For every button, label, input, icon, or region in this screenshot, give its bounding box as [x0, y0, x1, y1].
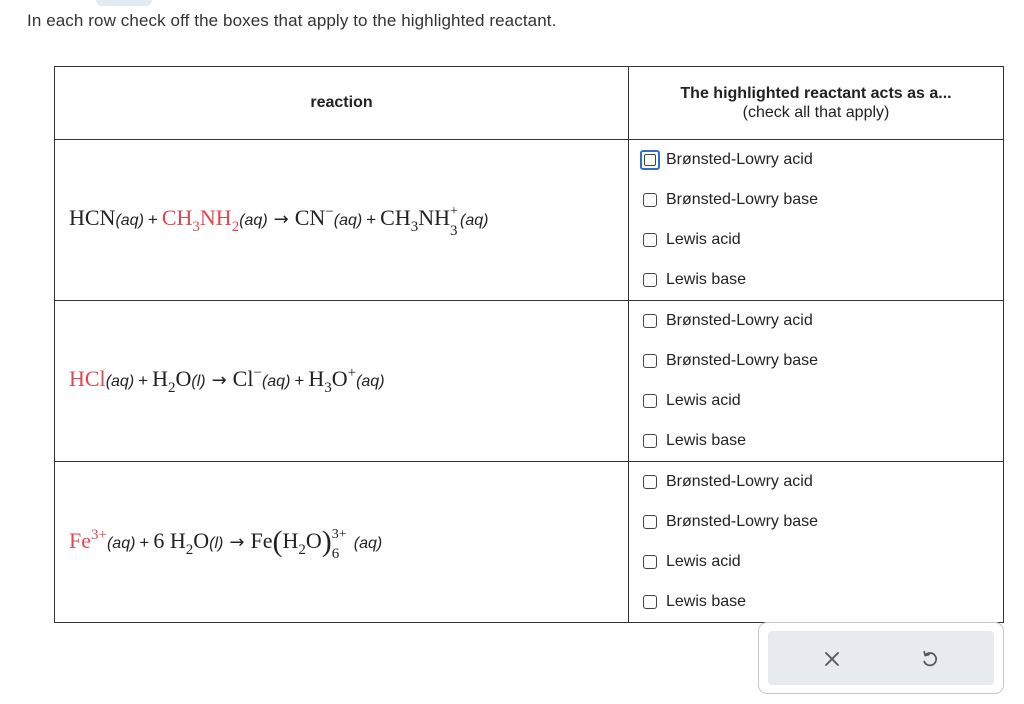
option-lewis-acid-row2[interactable] [629, 381, 1003, 421]
option-label: Lewis base [666, 271, 747, 288]
option-lewis-base-row3[interactable] [629, 582, 1003, 622]
checkbox-lewis-acid-row2[interactable] [643, 394, 657, 408]
checkbox-bl-base-row3[interactable] [643, 515, 657, 529]
reaction-cell-1 [55, 140, 629, 301]
reaction-cell-2 [55, 301, 629, 462]
option-bl-base-row2[interactable] [629, 341, 1003, 381]
option-label: Brønsted-Lowry acid [666, 312, 813, 329]
checkbox-bl-base-row2[interactable] [643, 354, 657, 368]
option-label: Lewis acid [666, 392, 741, 409]
highlighted-reactant-1: $CH_3NH_2$ [161, 205, 240, 235]
highlighted-reactant-2: HCl [69, 366, 106, 391]
close-icon [824, 651, 840, 667]
table-row [55, 462, 1004, 623]
header-reaction: reaction [55, 67, 629, 140]
option-bl-base-row3[interactable] [629, 502, 1003, 542]
options-cell-3 [629, 462, 1004, 623]
checkbox-lewis-base-row1[interactable] [643, 273, 657, 287]
option-bl-acid-row3[interactable] [629, 462, 1003, 502]
option-bl-base-row1[interactable] [629, 180, 1003, 220]
header-check-sub: (check all that apply) [742, 103, 890, 121]
top-tab-hint [96, 0, 152, 6]
clear-button[interactable] [818, 645, 846, 673]
checkbox-bl-base-row1[interactable] [643, 193, 657, 207]
undo-button[interactable] [916, 645, 944, 673]
option-lewis-base-row2[interactable] [629, 421, 1003, 461]
option-label: Brønsted-Lowry base [666, 352, 819, 369]
option-lewis-base-row1[interactable] [629, 260, 1003, 300]
header-check [629, 67, 1004, 140]
option-label: Brønsted-Lowry base [666, 191, 819, 208]
option-bl-acid-row2[interactable] [629, 301, 1003, 341]
undo-icon [920, 649, 940, 669]
reaction-cell-3 [55, 462, 629, 623]
checkbox-lewis-acid-row1[interactable] [643, 233, 657, 247]
options-cell-1 [629, 140, 1004, 301]
checkbox-bl-acid-row3[interactable] [643, 475, 657, 489]
option-label: Lewis base [666, 432, 747, 449]
table-row [55, 140, 1004, 301]
checkbox-lewis-base-row3[interactable] [643, 595, 657, 609]
options-cell-2 [629, 301, 1004, 462]
reaction-table [54, 66, 1004, 623]
checkbox-bl-acid-row1[interactable] [640, 150, 660, 170]
option-label: Lewis base [666, 593, 747, 610]
table-row [55, 301, 1004, 462]
option-label: Brønsted-Lowry acid [666, 151, 813, 168]
option-label: Lewis acid [666, 231, 741, 248]
option-label: Brønsted-Lowry base [666, 513, 819, 530]
checkbox-bl-acid-row2[interactable] [643, 314, 657, 328]
option-lewis-acid-row1[interactable] [629, 220, 1003, 260]
reaction-equation-1: $HCN(aq) + CH_3NH_2(aq) \to CN^-(aq) + CH_3NH$ + 3 (aq) [69, 204, 489, 239]
option-lewis-acid-row3[interactable] [629, 542, 1003, 582]
option-bl-acid-row1[interactable] [629, 140, 1003, 180]
checkbox-lewis-base-row2[interactable] [643, 434, 657, 448]
option-label: Brønsted-Lowry acid [666, 473, 813, 490]
table-header-row [55, 67, 1004, 140]
action-bar-inner [768, 631, 994, 685]
option-label: Lewis acid [666, 553, 741, 570]
checkbox-lewis-acid-row3[interactable] [643, 555, 657, 569]
reaction-equation-2: $HCl(aq) + H_2O(l) \to Cl^-(aq) + H_3O^+(aq)$ [69, 365, 385, 396]
instruction-text: In each row check off the boxes that apply to the highlighted reactant. [27, 11, 557, 30]
answer-action-bar [758, 622, 1004, 694]
header-check-title: The highlighted reactant acts as a... [680, 84, 952, 102]
reaction-equation-3: $Fe^{3+}(aq) + 6$ $H_2O(l) \to Fe(H_2O)$ 3+ 6 (aq) [69, 525, 383, 562]
highlighted-reactant-3: $Fe^{3+}$ [69, 527, 107, 553]
